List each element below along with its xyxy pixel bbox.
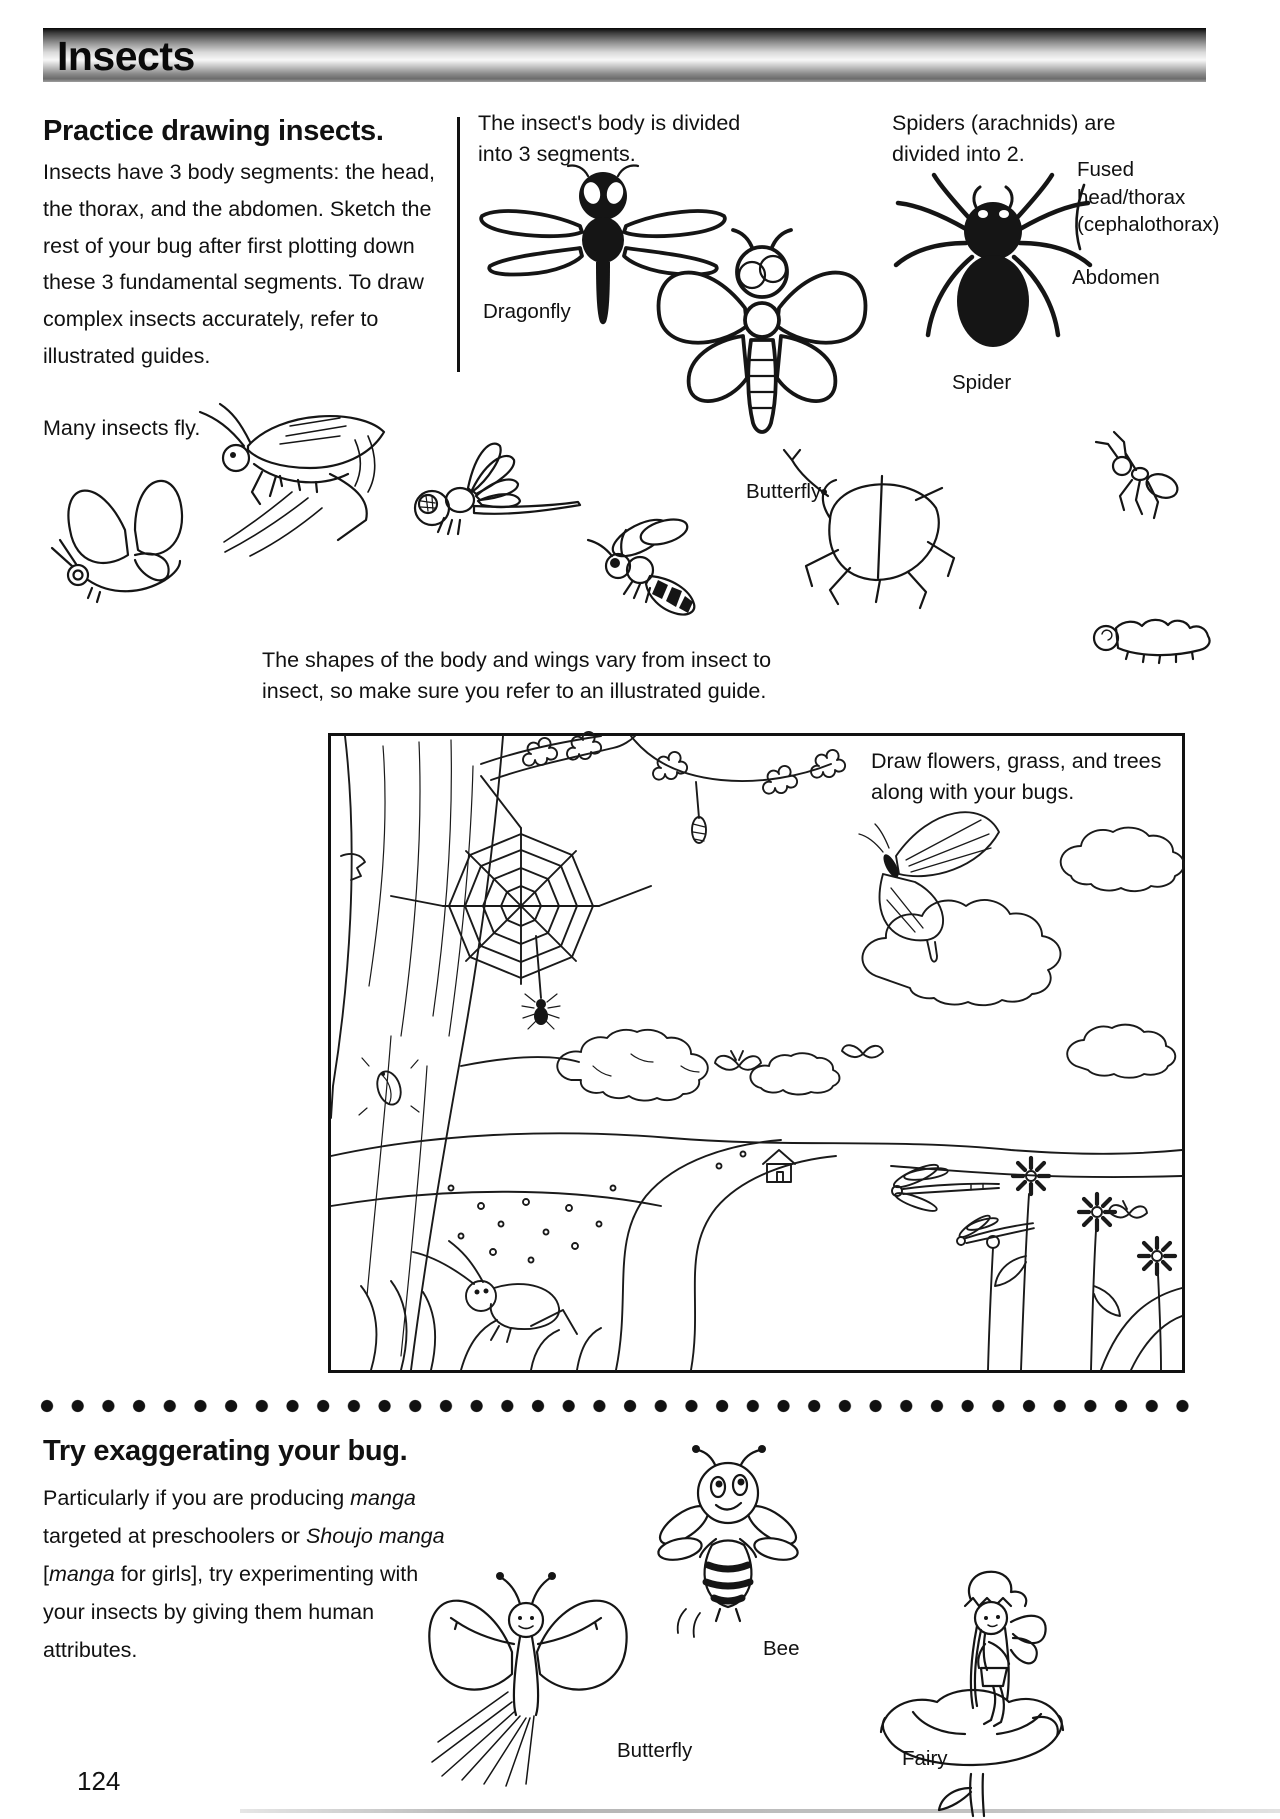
- bee-sketch-icon: [588, 512, 694, 614]
- scene-dragonfly2-icon: [953, 1205, 1035, 1246]
- meadow-scene-panel: [328, 733, 1185, 1373]
- fairy-icon: [853, 1526, 1103, 1816]
- butterfly-person-label: Butterfly: [617, 1739, 693, 1762]
- dragonfly-sketch-icon: [415, 444, 580, 534]
- meadow-path-icon: [331, 1133, 1182, 1370]
- variety-caption: The shapes of the body and wings vary from insect to insect, so make sure you refer to an illustrated guide.: [262, 648, 772, 703]
- page-edge-shadow: [240, 1809, 1280, 1813]
- spider-diagram-icon: [888, 173, 1103, 381]
- exaggerate-heading: Try exaggerating your bug.: [43, 1435, 408, 1467]
- fly-note: Many insects fly.: [43, 416, 201, 440]
- spider-web-icon: [391, 776, 651, 998]
- chapter-title-bar: [43, 28, 1206, 82]
- abdomen-label: Abdomen: [1072, 266, 1160, 289]
- intro-paragraph: Insects have 3 body segments: the head, the thorax, and the abdomen. Sketch the rest of your bug after first plotting down these 3 fundamental segments. To draw complex insects accurately, refer to illustrated guides.: [43, 160, 436, 368]
- intro-heading: Practice drawing insects.: [43, 115, 384, 147]
- insect-segments-note: The insect's body is divided into 3 segments.: [478, 111, 741, 166]
- daisies-icon: [987, 1158, 1182, 1370]
- dragonfly-label: Dragonfly: [483, 300, 571, 323]
- grass-icon: [361, 1281, 435, 1370]
- butterfly-sketch-icon: [52, 481, 182, 602]
- caterpillar-sketch-icon: [1094, 620, 1210, 663]
- page-number: 124: [77, 1766, 121, 1796]
- flying-insects-sketch-row: [40, 380, 1220, 665]
- column-divider: [457, 117, 460, 372]
- dotted-divider: [40, 1399, 1206, 1413]
- scene-dragonfly-icon: [892, 1161, 999, 1214]
- bushes-icon: [461, 1030, 840, 1101]
- page-title: Insects: [57, 33, 195, 79]
- beetle-sketch-icon: [784, 450, 954, 608]
- scene-grasshopper-icon: [413, 1241, 601, 1370]
- spider-label: Spider: [952, 371, 1012, 394]
- hanging-spider-icon: [522, 994, 560, 1029]
- exaggerate-paragraph: Particularly if you are producing manga targeted at preschoolers or Shoujo manga [manga for girls], try experimenting with your insects by giving them human attributes.: [43, 1486, 445, 1662]
- flower-specks-icon: [449, 1152, 746, 1263]
- house-icon: [763, 1150, 795, 1182]
- scene-caption: Draw flowers, grass, and trees along with your bugs.: [871, 746, 1173, 808]
- ant-sketch-icon: [1096, 432, 1181, 518]
- spider-segments-note: Spiders (arachnids) are divided into 2.: [892, 111, 1116, 166]
- cephalothorax-label: Fused head/thorax (cephalothorax): [1077, 158, 1220, 236]
- bee-label: Bee: [763, 1637, 800, 1660]
- bee-character-icon: [628, 1441, 828, 1641]
- grasshopper-sketch-icon: [200, 404, 384, 556]
- butterfly-label: Butterfly: [746, 480, 822, 503]
- tree-icon: [331, 736, 635, 1370]
- vine-icon: [523, 732, 845, 843]
- fairy-label: Fairy: [902, 1747, 948, 1770]
- meadow-scene-drawing: [331, 736, 1182, 1370]
